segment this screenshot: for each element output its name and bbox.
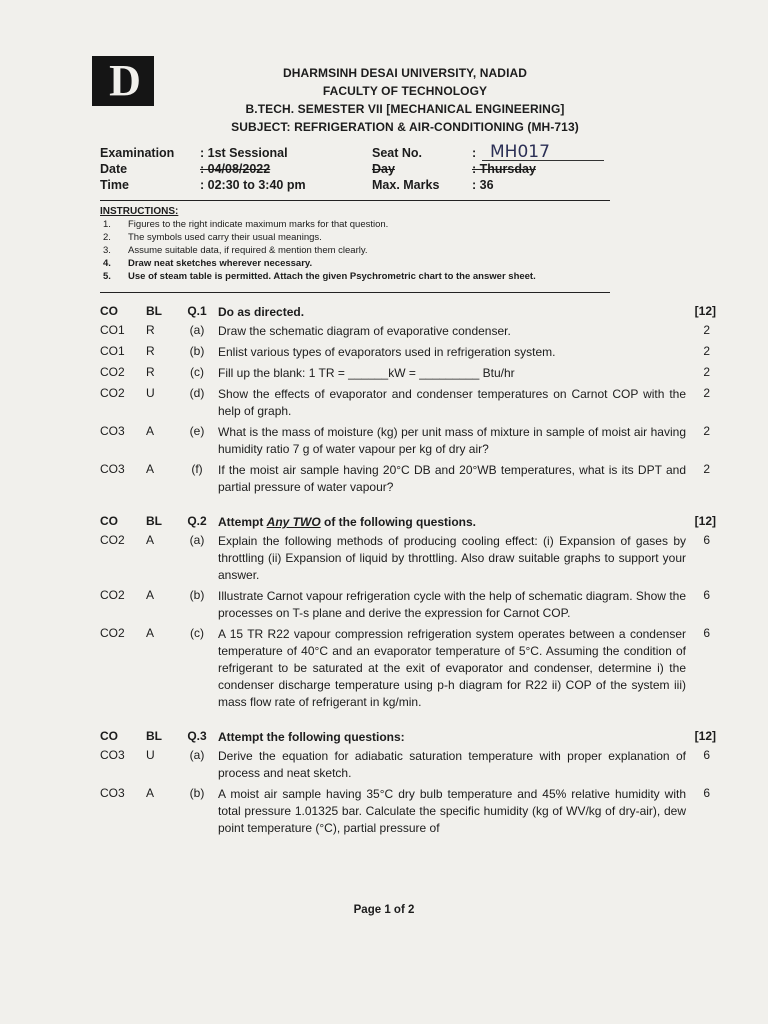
bloom-level: R: [146, 323, 155, 337]
co-code: CO2: [100, 386, 125, 400]
co-code: CO3: [100, 786, 125, 800]
bloom-level: U: [146, 386, 155, 400]
sub-marks: 6: [703, 588, 710, 602]
sub-question: [100, 344, 720, 363]
bloom-level: R: [146, 344, 155, 358]
sub-marks: 2: [703, 386, 710, 400]
sub-text: Draw the schematic diagram of evaporative condenser.: [218, 324, 511, 338]
bloom-level: U: [146, 748, 155, 762]
instr-text: Draw neat sketches wherever necessary.: [128, 258, 313, 269]
date-label: Date: [100, 162, 128, 176]
question-marks: [12]: [694, 304, 716, 318]
sub-marks: 6: [703, 626, 710, 640]
bl-heading: BL: [146, 729, 162, 743]
instr-num: 4.: [103, 258, 111, 269]
sub-label: (c): [190, 626, 204, 640]
sub-label: (b): [189, 588, 205, 602]
sub-question: [100, 588, 720, 624]
date-value: : 04/08/2022: [200, 162, 271, 176]
co-heading: CO: [100, 514, 118, 528]
sub-question: [100, 748, 720, 784]
exam-details: [100, 142, 620, 194]
co-code: CO2: [100, 533, 125, 547]
instr-text: Assume suitable data, if required & mention them clearly.: [128, 245, 368, 256]
subject-name: SUBJECT: REFRIGERATION & AIR-CONDITIONING (MH-713): [231, 120, 579, 134]
sub-question: [100, 533, 720, 586]
seat-colon: :: [472, 146, 477, 160]
sub-text: Illustrate Carnot vapour refrigeration cycle with the help of schematic diagram. Show the processes on T-s plane and derive the expression for Carnot COP.: [218, 589, 686, 620]
co-code: CO2: [100, 626, 125, 640]
co-code: CO3: [100, 748, 125, 762]
sub-marks: 2: [703, 424, 710, 438]
sub-marks: 6: [703, 786, 710, 800]
time-label: Time: [100, 178, 129, 192]
faculty-name: FACULTY OF TECHNOLOGY: [322, 84, 488, 98]
seat-label: Seat No.: [372, 146, 423, 160]
sub-text: What is the mass of moisture (kg) per unit mass of mixture in sample of moist air having humidity ratio 7 g of water vapour per kg of dry air?: [218, 425, 686, 456]
sub-text: Explain the following methods of producing cooling effect: (i) Expansion of gases by throttling (ii) Expansion of liquid by throttling. Also draw suitable graphs to support your answer.: [218, 534, 686, 582]
sub-label: (a): [189, 533, 205, 547]
sub-marks: 6: [703, 748, 710, 762]
instr-num: 2.: [103, 232, 111, 243]
instr-text: Use of steam table is permitted. Attach the given Psychrometric chart to the answer sheet.: [128, 271, 536, 282]
sub-text: If the moist air sample having 20°C DB and 20°WB temperatures, what is its DPT and partial pressure of water vapour?: [218, 463, 686, 494]
sub-label: (c): [190, 365, 204, 379]
sub-question: [100, 323, 720, 342]
divider-top: [100, 200, 610, 201]
co-code: CO3: [100, 424, 125, 438]
question-title: Do as directed.: [218, 305, 305, 319]
bl-heading: BL: [146, 514, 162, 528]
instr-num: 5.: [103, 271, 111, 282]
sub-label: (a): [189, 748, 205, 762]
sub-question: [100, 462, 720, 498]
sub-question: [100, 786, 720, 839]
co-heading: CO: [100, 729, 118, 743]
co-heading: CO: [100, 304, 118, 318]
sub-question: [100, 626, 720, 713]
instr-text: The symbols used carry their usual meanings.: [128, 232, 322, 243]
co-code: CO3: [100, 462, 125, 476]
bloom-level: A: [146, 462, 155, 476]
questions: [100, 304, 720, 839]
sub-text: Enlist various types of evaporators used in refrigeration system.: [218, 345, 556, 359]
sub-label: (b): [189, 344, 205, 358]
sub-text: Derive the equation for adiabatic saturation temperature with proper explanation of process and neat sketch.: [218, 749, 686, 780]
question-header: [100, 729, 720, 746]
sub-text: A moist air sample having 35°C dry bulb temperature and 45% relative humidity with total pressure 1.01325 bar. Calculate the specific humidity (kg of WV/kg of dry-air), dew point temperature (°C), partial pressure of: [218, 787, 686, 835]
sub-text: Fill up the blank: 1 TR = ______kW = _________ Btu/hr: [218, 366, 515, 380]
co-code: CO1: [100, 323, 125, 337]
exam-value: : 1st Sessional: [200, 146, 288, 160]
instr-text: Figures to the right indicate maximum marks for that question.: [128, 219, 389, 230]
sub-question: [100, 424, 720, 460]
time-value: : 02:30 to 3:40 pm: [200, 178, 306, 192]
sub-text: A 15 TR R22 vapour compression refrigeration system operates between a condenser temperature of 40°C and an evaporator temperature of 5°C. Assuming the condition of refrigerant to be saturated at the exit of evaporator and condenser, determine i) the condenser discharge temperature using p-h diagram for R22 ii) COP of the system iii) mass flow rate of refrigerant in kg/min.: [218, 627, 686, 709]
sub-marks: 2: [703, 462, 710, 476]
bloom-level: A: [146, 626, 155, 640]
question-number: Q.3: [187, 729, 207, 743]
exam-label: Examination: [100, 146, 175, 160]
program-name: B.TECH. SEMESTER VII [MECHANICAL ENGINEERING]: [245, 102, 565, 116]
question-number: Q.2: [187, 514, 207, 528]
seat-number-handwritten: MH017: [490, 142, 550, 162]
co-code: CO2: [100, 365, 125, 379]
sub-label: (a): [189, 323, 205, 337]
bloom-level: A: [146, 786, 155, 800]
marks-label: Max. Marks: [372, 178, 440, 192]
bloom-level: R: [146, 365, 155, 379]
instr-num: 1.: [103, 219, 111, 230]
co-code: CO2: [100, 588, 125, 602]
bloom-level: A: [146, 424, 155, 438]
bl-heading: BL: [146, 304, 162, 318]
sub-marks: 2: [703, 344, 710, 358]
question-title: Attempt Any TWO of the following questions.: [218, 515, 476, 529]
sub-marks: 6: [703, 533, 710, 547]
sub-label: (f): [191, 462, 203, 476]
question-number: Q.1: [187, 304, 207, 318]
page-number: Page 1 of 2: [353, 904, 415, 916]
question-header: [100, 304, 720, 321]
university-name: DHARMSINH DESAI UNIVERSITY, NADIAD: [282, 66, 528, 80]
seat-underline: [482, 160, 604, 161]
marks-value: : 36: [472, 178, 494, 192]
sub-text: Show the effects of evaporator and condenser temperatures on Carnot COP with the help of graph.: [218, 387, 686, 418]
day-label: Day: [372, 162, 395, 176]
day-value: : Thursday: [472, 162, 536, 176]
university-logo: D: [92, 56, 154, 106]
bloom-level: A: [146, 533, 155, 547]
instructions: [100, 206, 620, 284]
question-header: [100, 514, 720, 531]
sub-question: [100, 386, 720, 422]
instructions-title: INSTRUCTIONS:: [100, 206, 179, 217]
sub-marks: 2: [703, 365, 710, 379]
sub-question: [100, 365, 720, 384]
co-code: CO1: [100, 344, 125, 358]
bloom-level: A: [146, 588, 155, 602]
sub-label: (d): [189, 386, 205, 400]
sub-label: (b): [189, 786, 205, 800]
sub-marks: 2: [703, 323, 710, 337]
sub-label: (e): [189, 424, 205, 438]
divider-instructions: [100, 292, 610, 293]
question-marks: [12]: [694, 514, 716, 528]
instr-num: 3.: [103, 245, 111, 256]
question-title: Attempt the following questions:: [218, 730, 405, 744]
paper-header: [175, 64, 635, 136]
question-marks: [12]: [694, 729, 716, 743]
